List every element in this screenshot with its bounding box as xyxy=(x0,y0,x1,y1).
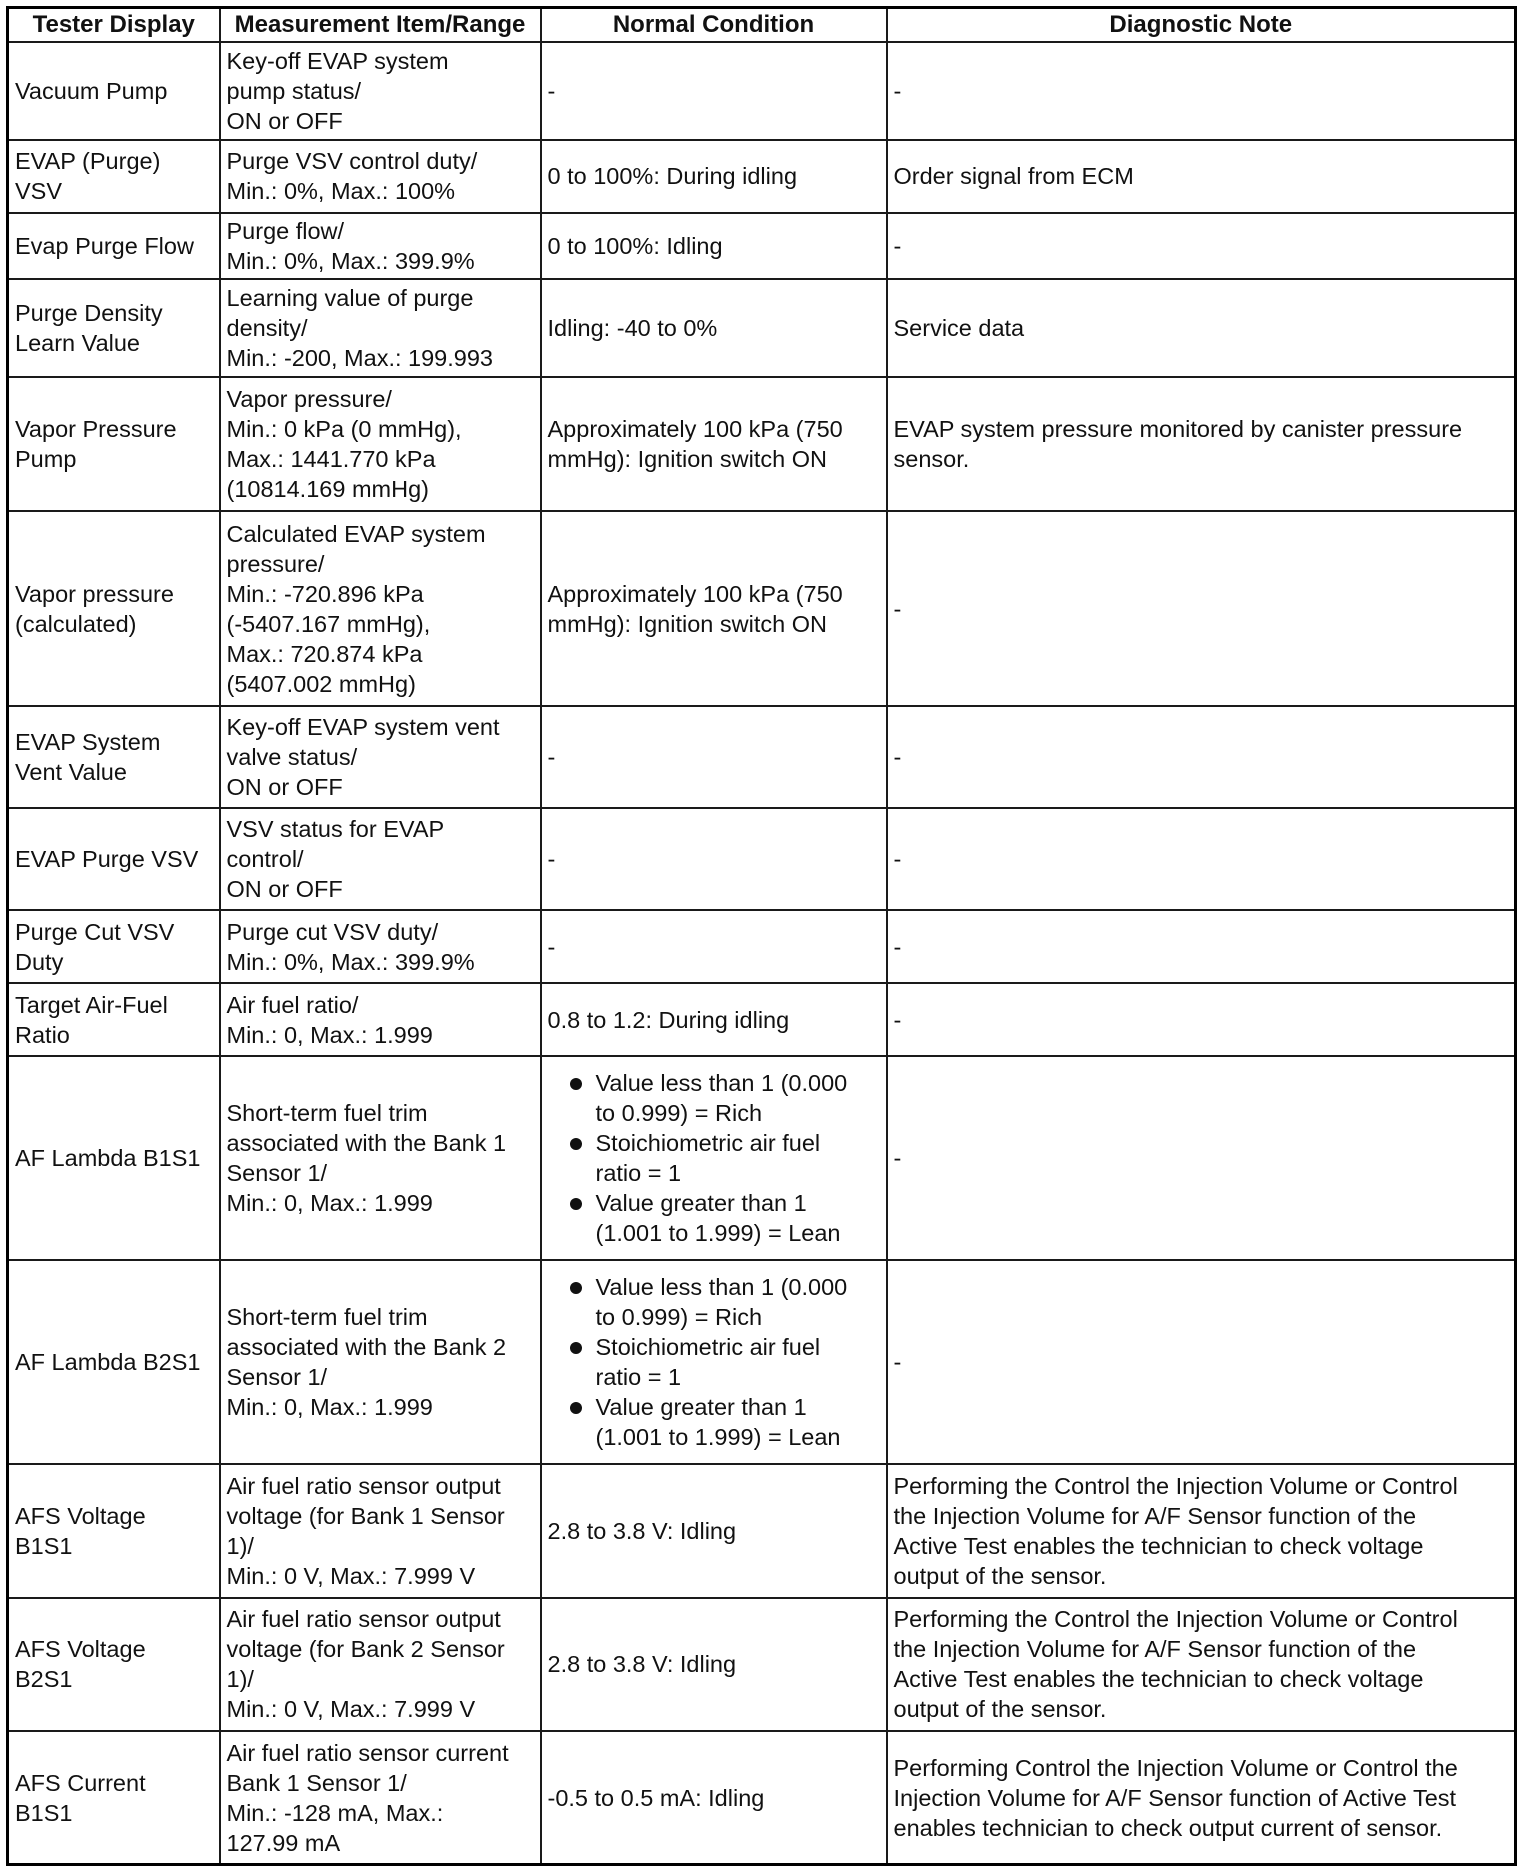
cell-measurement-item: VSV status for EVAP control/ ON or OFF xyxy=(220,808,541,910)
cell-tester-display: Vapor pressure (calculated) xyxy=(8,511,220,707)
cell-measurement-item: Calculated EVAP system pressure/ Min.: -720.896 kPa (-5407.167 mmHg), Max.: 720.874 kPa (5407.002 mmHg) xyxy=(220,511,541,707)
header-diagnostic-note: Diagnostic Note xyxy=(887,8,1516,43)
table-row xyxy=(8,279,1516,377)
cell-normal-condition: - xyxy=(541,706,887,808)
cell-tester-display: AFS Current B1S1 xyxy=(8,1731,220,1864)
cell-diagnostic-note: Performing the Control the Injection Volume or Control the Injection Volume for A/F Sensor function of the Active Test enables the technician to check voltage output of the sensor. xyxy=(887,1598,1516,1731)
cell-measurement-item: Air fuel ratio/ Min.: 0, Max.: 1.999 xyxy=(220,983,541,1056)
cell-measurement-item: Key-off EVAP system vent valve status/ ON or OFF xyxy=(220,706,541,808)
condition-bullet-item xyxy=(548,1332,880,1392)
header-tester-display: Tester Display xyxy=(8,8,220,43)
condition-bullet-list xyxy=(548,1272,880,1452)
condition-bullet-text: Stoichiometric air fuel ratio = 1 xyxy=(595,1130,821,1187)
cell-tester-display: Vacuum Pump xyxy=(8,42,220,140)
cell-tester-display: Purge Density Learn Value xyxy=(8,279,220,377)
cell-tester-display: AFS Voltage B2S1 xyxy=(8,1598,220,1731)
condition-bullet-item xyxy=(548,1128,880,1188)
cell-measurement-item: Purge VSV control duty/ Min.: 0%, Max.: 100% xyxy=(220,140,541,213)
cell-measurement-item: Air fuel ratio sensor output voltage (for Bank 1 Sensor 1)/ Min.: 0 V, Max.: 7.999 V xyxy=(220,1464,541,1597)
cell-normal-condition: - xyxy=(541,42,887,140)
cell-diagnostic-note: - xyxy=(887,983,1516,1056)
cell-normal-condition: 2.8 to 3.8 V: Idling xyxy=(541,1464,887,1597)
cell-tester-display: EVAP System Vent Value xyxy=(8,706,220,808)
table-body xyxy=(8,42,1516,1865)
table-row xyxy=(8,706,1516,808)
cell-tester-display: Purge Cut VSV Duty xyxy=(8,910,220,983)
cell-diagnostic-note: - xyxy=(887,213,1516,280)
cell-normal-condition: Idling: -40 to 0% xyxy=(541,279,887,377)
table-row xyxy=(8,1056,1516,1260)
header-measurement-item: Measurement Item/Range xyxy=(220,8,541,43)
bullet-dot-icon xyxy=(570,1198,582,1210)
cell-normal-condition: 0 to 100%: During idling xyxy=(541,140,887,213)
data-list-table xyxy=(6,6,1517,1866)
table-row xyxy=(8,1731,1516,1864)
cell-measurement-item: Air fuel ratio sensor output voltage (for Bank 2 Sensor 1)/ Min.: 0 V, Max.: 7.999 V xyxy=(220,1598,541,1731)
cell-diagnostic-note: EVAP system pressure monitored by canister pressure sensor. xyxy=(887,377,1516,510)
cell-diagnostic-note: - xyxy=(887,808,1516,910)
cell-measurement-item: Short-term fuel trim associated with the Bank 1 Sensor 1/ Min.: 0, Max.: 1.999 xyxy=(220,1056,541,1260)
cell-tester-display: AFS Voltage B1S1 xyxy=(8,1464,220,1597)
cell-diagnostic-note: Service data xyxy=(887,279,1516,377)
table-row xyxy=(8,42,1516,140)
condition-bullet-text: Value greater than 1 (1.001 to 1.999) = Lean xyxy=(595,1190,841,1247)
cell-measurement-item: Purge cut VSV duty/ Min.: 0%, Max.: 399.9% xyxy=(220,910,541,983)
cell-normal-condition xyxy=(541,1056,887,1260)
table-row xyxy=(8,511,1516,707)
bullet-dot-icon xyxy=(570,1078,582,1090)
cell-tester-display: Vapor Pressure Pump xyxy=(8,377,220,510)
condition-bullet-text: Stoichiometric air fuel ratio = 1 xyxy=(595,1334,821,1391)
table-row xyxy=(8,983,1516,1056)
cell-normal-condition: - xyxy=(541,910,887,983)
cell-normal-condition: 0 to 100%: Idling xyxy=(541,213,887,280)
table-row xyxy=(8,213,1516,280)
condition-bullet-item xyxy=(548,1068,880,1128)
cell-tester-display: AF Lambda B1S1 xyxy=(8,1056,220,1260)
cell-diagnostic-note: Performing the Control the Injection Volume or Control the Injection Volume for A/F Sensor function of the Active Test enables the technician to check voltage output of the sensor. xyxy=(887,1464,1516,1597)
bullet-dot-icon xyxy=(570,1282,582,1294)
cell-tester-display: Evap Purge Flow xyxy=(8,213,220,280)
table-header xyxy=(8,8,1516,43)
cell-normal-condition xyxy=(541,1260,887,1464)
cell-tester-display: EVAP Purge VSV xyxy=(8,808,220,910)
cell-normal-condition: Approximately 100 kPa (750 mmHg): Ignition switch ON xyxy=(541,511,887,707)
bullet-dot-icon xyxy=(570,1402,582,1414)
cell-diagnostic-note: - xyxy=(887,511,1516,707)
condition-bullet-text: Value greater than 1 (1.001 to 1.999) = Lean xyxy=(595,1394,841,1451)
condition-bullet-text: Value less than 1 (0.000 to 0.999) = Rich xyxy=(595,1070,848,1127)
condition-bullet-item xyxy=(548,1188,880,1248)
condition-bullet-item xyxy=(548,1392,880,1452)
cell-diagnostic-note: - xyxy=(887,910,1516,983)
cell-normal-condition: 2.8 to 3.8 V: Idling xyxy=(541,1598,887,1731)
cell-measurement-item: Short-term fuel trim associated with the Bank 2 Sensor 1/ Min.: 0, Max.: 1.999 xyxy=(220,1260,541,1464)
table-row xyxy=(8,808,1516,910)
table-row xyxy=(8,1598,1516,1731)
table-row xyxy=(8,377,1516,510)
table-row xyxy=(8,910,1516,983)
cell-measurement-item: Purge flow/ Min.: 0%, Max.: 399.9% xyxy=(220,213,541,280)
cell-diagnostic-note: Performing Control the Injection Volume or Control the Injection Volume for A/F Sensor function of Active Test enables technician to check output current of sensor. xyxy=(887,1731,1516,1864)
bullet-dot-icon xyxy=(570,1138,582,1150)
cell-diagnostic-note: - xyxy=(887,1260,1516,1464)
table-row xyxy=(8,140,1516,213)
cell-tester-display: AF Lambda B2S1 xyxy=(8,1260,220,1464)
cell-normal-condition: Approximately 100 kPa (750 mmHg): Ignition switch ON xyxy=(541,377,887,510)
cell-diagnostic-note: - xyxy=(887,42,1516,140)
cell-tester-display: EVAP (Purge) VSV xyxy=(8,140,220,213)
cell-normal-condition: -0.5 to 0.5 mA: Idling xyxy=(541,1731,887,1864)
condition-bullet-item xyxy=(548,1272,880,1332)
table-row xyxy=(8,1464,1516,1597)
header-normal-condition: Normal Condition xyxy=(541,8,887,43)
condition-bullet-list xyxy=(548,1068,880,1248)
cell-measurement-item: Vapor pressure/ Min.: 0 kPa (0 mmHg), Max.: 1441.770 kPa (10814.169 mmHg) xyxy=(220,377,541,510)
bullet-dot-icon xyxy=(570,1342,582,1354)
cell-diagnostic-note: - xyxy=(887,1056,1516,1260)
cell-normal-condition: - xyxy=(541,808,887,910)
cell-tester-display: Target Air-Fuel Ratio xyxy=(8,983,220,1056)
cell-measurement-item: Key-off EVAP system pump status/ ON or OFF xyxy=(220,42,541,140)
condition-bullet-text: Value less than 1 (0.000 to 0.999) = Rich xyxy=(595,1274,848,1331)
cell-measurement-item: Learning value of purge density/ Min.: -200, Max.: 199.993 xyxy=(220,279,541,377)
cell-measurement-item: Air fuel ratio sensor current Bank 1 Sensor 1/ Min.: -128 mA, Max.: 127.99 mA xyxy=(220,1731,541,1864)
header-row xyxy=(8,8,1516,43)
table-row xyxy=(8,1260,1516,1464)
cell-normal-condition: 0.8 to 1.2: During idling xyxy=(541,983,887,1056)
cell-diagnostic-note: - xyxy=(887,706,1516,808)
cell-diagnostic-note: Order signal from ECM xyxy=(887,140,1516,213)
